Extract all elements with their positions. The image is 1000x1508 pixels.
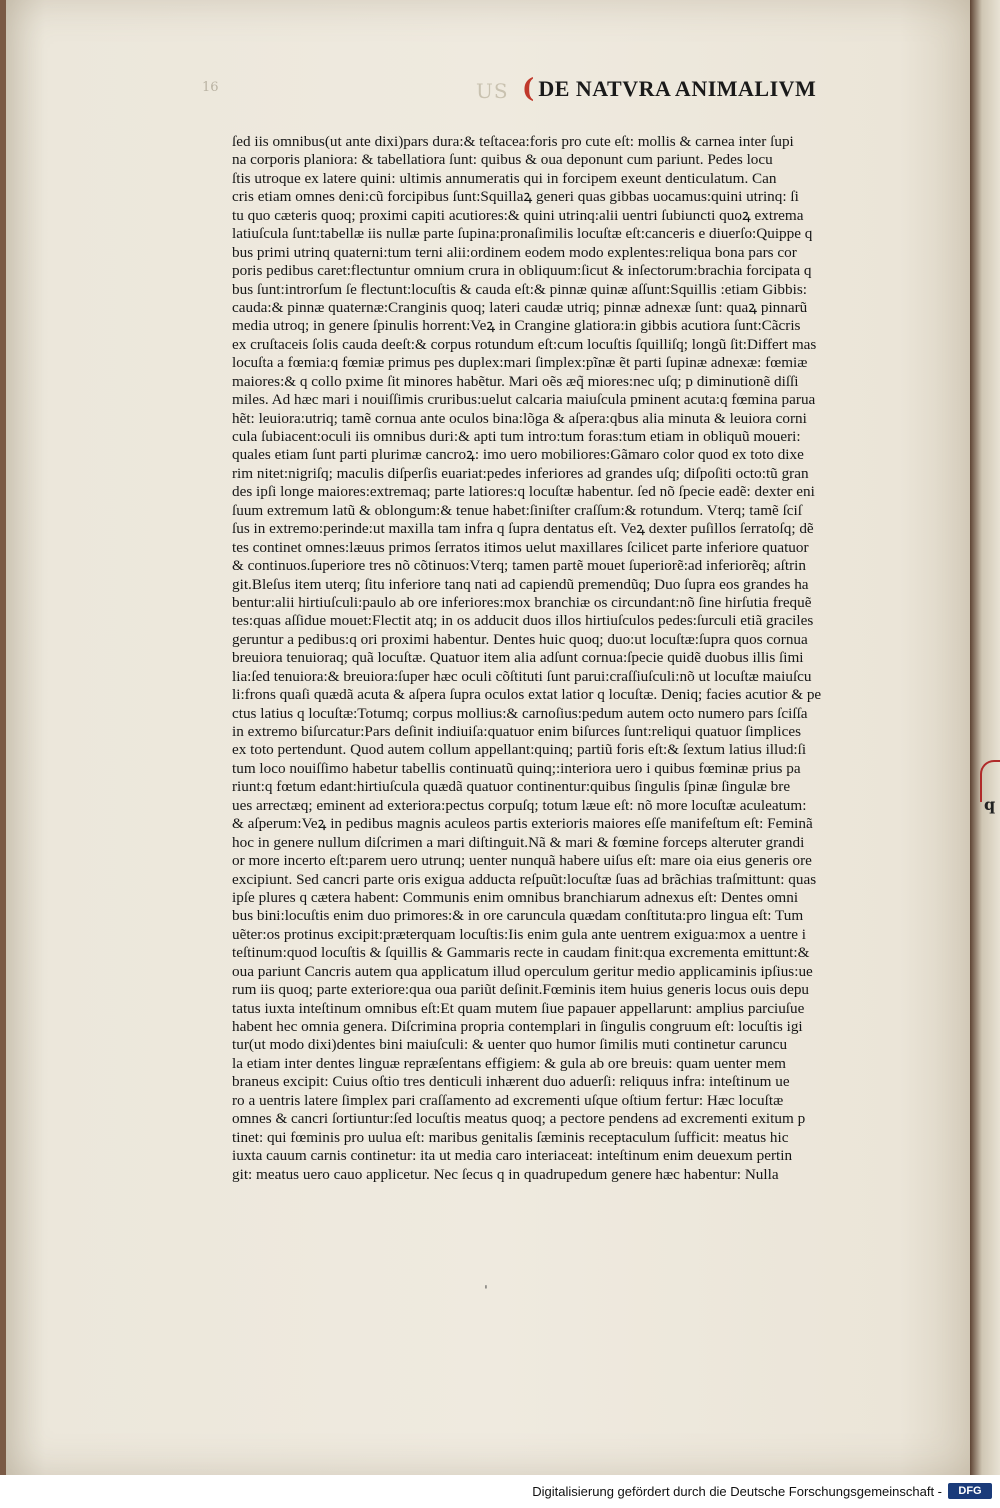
text-line: lia:ſed tenuiora:& breuiora:ſuper hæc oculi cõſtituti ſunt parui:craſſiuſculi:nõ ut locuſtæ maiuſcu (232, 667, 812, 685)
text-line: excipiunt. Sed cancri parte oris exigua adducta reſpuũt:locuſtæ ſuas ad brãchias traſmittunt: quas (232, 870, 817, 888)
text-line: habent hec omnia genera. Diſcrimina propria contemplari in ſingulis congruum eſt: locuſtis igi (232, 1018, 803, 1035)
text-line: & continuos.ſuperiore tres nõ cõtinuos:Vterq; tamen partẽ mouet ſuperiorẽ:ad inferiorẽq; aſtrin (232, 557, 806, 575)
text-line: & aſperum:Veꝝ in pedibus magnis aculeos partis exterioris maiores eſſe manifeſtum eſt: Feminã (232, 815, 813, 833)
text-line: rim nitet:nigriſq; maculis diſperſis euariat:pedes inferiores ad grandes uſq; diſpoſiti octo:tũ gran (232, 464, 809, 482)
text-line: poris pedibus caret:flectuntur omnium crura in obliquum:ſicut & inſectorum:brachia forcipata q (232, 262, 812, 280)
text-line: tatus iuxta inteſtinum omnibus eſt:Et quam mutem ſiue papauer appellarunt: amplius parciuſue (232, 999, 805, 1017)
next-page-edge (970, 0, 1000, 1475)
text-line: media utroq; in genere ſpinulis horrent:Veꝝ in Crangine glatiora:in gibbis acutiora ſunt:Cãcris (232, 317, 801, 335)
text-line: hoc in genere nullum diſcrimen a mari diſtinguit.Nã & mari & fœmine forceps alteruter grandi (232, 833, 805, 851)
text-line: hẽt: leuiora:utriq; tamẽ cornua ante oculos bina:lõga & aſpera:qbus alia minuta & leuiora corni (232, 409, 807, 427)
text-line: tu quo cæteris quoq; proximi capiti acutiores:& quini utrinq:alii uentri ſubiuncti quoꝝ extrema (232, 206, 804, 224)
text-line: miles. Ad hæc mari i nouiſſimis cruribus:uelut calcaria maiuſcula pminent acuta:q fœmina parua (232, 391, 816, 409)
text-line: li:frons quaſi quædã acuta & aſpera ſupra oculos extat latior q locuſtæ. Deniq; facies acutior & pe (232, 686, 822, 704)
text-line: bentur:alii hirtiuſculi:paulo ab ore inferiores:mox branchiæ os circundant:nõ ſine hirſutia frequẽ (232, 593, 812, 611)
text-line: git.Bleſus item uterq; ſitu inferiore tanq nati ad capiendũ premendũq; Duo ſupra eos grandes ha (232, 575, 809, 593)
stray-ink-mark: ˌ (484, 1275, 488, 1291)
text-line: quales etiam ſunt parti plurimæ cancroꝝ: imo uero mobiliores:Gãmaro color quod ex toto dixe (232, 446, 804, 464)
text-line: git: meatus uero cauo applicetur. Nec ſecus q in quadrupedum genere hæc habentur: Nulla (232, 1165, 779, 1183)
text-line: ipſe plures q cætera habent: Communis enim omnibus branchiarum adnexus eſt: Dentes omni (232, 888, 799, 906)
text-line: bus ſunt:introrſum ſe flectunt:locuſtis & cauda eſt:& pinnæ quinæ aſſunt:Squillis :etiam Gibbis: (232, 280, 807, 298)
text-line: braneus excipit: Cuius oſtio tres denticuli inhærent duo aduerſi: reliquus infra: inteſtinum ue (232, 1073, 790, 1091)
next-page-letter: q (984, 795, 996, 814)
text-line: latiuſcula ſunt:tabellæ iis nullæ parte ſupina:pronaſimilis locuſtæ eſt:canceris e diuerſo:Quippe q (232, 225, 813, 243)
text-line: ſuum extremum latũ & oblongum:& tenue habet:ſiniſter craſſum:& rotundum. Vterq; tamẽ ſciſ (232, 501, 802, 519)
text-line: omnes & cancri ſortiuntur:ſed locuſtis meatus quoq; a pectore pendens ad excrementi exitum p (232, 1110, 806, 1128)
text-line: des ipſi longe maiores:extremaq; parte latiores:q locuſtæ habentur. ſed nõ ſpecie eadẽ: dexter eni (232, 483, 815, 501)
rubricated-bracket: ( (522, 74, 535, 104)
text-line: maiores:& q collo pxime ſit minores habẽtur. Mari oẽs æq̃ miores:nec uſq; p diminutionẽ diſſi (232, 372, 799, 390)
text-line: bus bini:locuſtis enim duo primores:& in ore caruncula quædam conſtituta:pro lingua eſt: Tum (232, 907, 804, 925)
text-line: tinet: qui fœminis pro uulua eſt: maribus genitalis ſæminis receptaculum ſufficit: meatus hic (232, 1128, 789, 1146)
text-line: rum iis quoq; parte exteriore:qua oua pariũt deſinit.Fœminis item huius generis locus ouis depu (232, 981, 810, 999)
text-line: uẽter:os protinus excipit:præterquam locuſtis:Iis enim gula ante uentrem exigua:mox a uentre i (232, 925, 807, 943)
text-line: ſtis utroque ex latere quini: ultimis annumeratis qui in forcipem exeunt denticulatum. Can (232, 169, 777, 187)
text-line: ctus latius q locuſtæ:Totumq; corpus mollius:& carnoſius:pedum autem octo numero pars ſciſſa (232, 704, 808, 722)
text-line: breuiora tenuioraq; quã locuſtæ. Quatuor item alia adſunt cornua:ſpecie quidẽ duobus illis ſimi (232, 649, 804, 667)
text-line: na corporis planiora: & tabellatiora ſunt: quibus & oua deponunt cum pariunt. Pedes locu (232, 151, 773, 169)
text-line: oua pariunt Cancris autem qua applicatum illud operculum geritur medio applicaminis ipſius:ue (232, 962, 813, 980)
text-line: geruntur a pedibus:q ori proximi habentur. Dentes huic quoq; duo:ut locuſtæ:ſupra quos cornua (232, 630, 808, 648)
body-text (232, 133, 950, 1184)
text-line: ſed iis omnibus(ut ante dixi)pars dura:& teſtacea:foris pro cute eſt: mollis & carnea inter ſupi (232, 133, 794, 150)
text-line: ro a uentris latere ſimplex pari craſſamento ad excrementi uſque oſtium fertur: Hæc locuſtæ (232, 1091, 784, 1109)
text-line: in extremo biſurcatur:Pars deſinit indiuiſa:quatuor enim biſurces ſunt:reliqui quatuor ſimplices (232, 723, 801, 740)
text-line: la etiam inter dentes linguæ repræſentans effigiem: & gula ab ore breuis: quam uenter mem (232, 1054, 786, 1072)
text-line: ſus in extremo:perinde:ut maxilla tam infra q ſupra dentatus eſt. Veꝝ dexter puſillos ſerratoſq; dẽ (232, 520, 814, 538)
running-head-bleedthrough: US (476, 79, 509, 103)
text-line: cula ſubiacent:oculi iis omnibus duri:& apti tum intro:tum foras:tum etiam in obliquũ moueri: (232, 428, 801, 445)
text-line: bus primi utrinq quaterni:tum terni alii:ordinem eodem modo explentes:reliqua bona pars cor (232, 243, 797, 261)
text-line: iuxta cauum carnis continetur: ita ut media caro interiaceat: inteſtinum enim deuexum pertin (232, 1147, 793, 1165)
folio-number: 16 (202, 80, 219, 95)
text-line: tum loco nouiſſimo habetur tabellis continuatũ quinq;:interiora uero i quibus fœminæ prius pa (232, 759, 801, 777)
text-line: riunt:q fœtum edant:hirtiuſcula quædã quatuor continentur:quibus ſingulis ſpinæ ſingulæ bre (232, 778, 791, 796)
text-line: tes continet omnes:læuus primos ſerratos itimos uelut maxillares ſcilicet parte inferiore quatuor (232, 538, 809, 556)
text-line: or more incerto eſt:parem uero utrunq; uenter nunquã habere uiſus eſt: mare oia eius generis ore (232, 852, 812, 870)
text-line: cris etiam omnes deni:cũ forcipibus ſunt:Squillaꝝ generi quas gibbas uocamus:quini utrinq: ſi (232, 188, 799, 206)
text-line: tes:quas aſſidue mouet:Flectit atq; in os adducit duos illos hirtiuſculos pedes:ſurculi etiã graciles (232, 612, 814, 630)
text-line: ues arrectæq; eminent ad exteriora:pectus corpuſq; totum læue eſt: nõ more locuſtæ aculeatum: (232, 796, 807, 814)
text-line: ex toto pertendunt. Quod autem collum appellant:quinq; partiũ foris eſt:& ſextum latius illud:ſi (232, 741, 807, 759)
text-line: cauda:& pinnæ quaternæ:Cranginis quoq; lateri caudæ utriq; pinnæ adnexæ ſunt: quaꝝ pinnarũ (232, 298, 808, 316)
funding-credit: Digitalisierung gefördert durch die Deutsche Forschungsgemeinschaft - (532, 1484, 942, 1499)
dfg-logo: DFG (948, 1483, 992, 1499)
text-line: tur(ut modo dixi)dentes bini maiuſculi: & uenter quo humor ſimilis muti continetur caruncu (232, 1036, 788, 1054)
running-head (522, 74, 816, 104)
text-line: locuſta a fœmia:q fœmiæ primus pes duplex:mari ſimplex:pĩnæ ẽt parti ſupinæ adnexæ: fœmiæ (232, 354, 808, 372)
digitization-footer (0, 1475, 1000, 1508)
text-line: ex cruſtaceis ſolis cauda deeſt:& corpus rotundum eſt:cum locuſtis ſquilliſq; longũ ſit:Differt mas (232, 335, 817, 353)
text-line: teſtinum:quod locuſtis & ſquillis & Gammaris recte in caudam finit:qua excrementa emittunt:& (232, 944, 810, 962)
running-title: DE NATVRA ANIMALIVM (538, 76, 817, 101)
book-page (6, 0, 978, 1475)
